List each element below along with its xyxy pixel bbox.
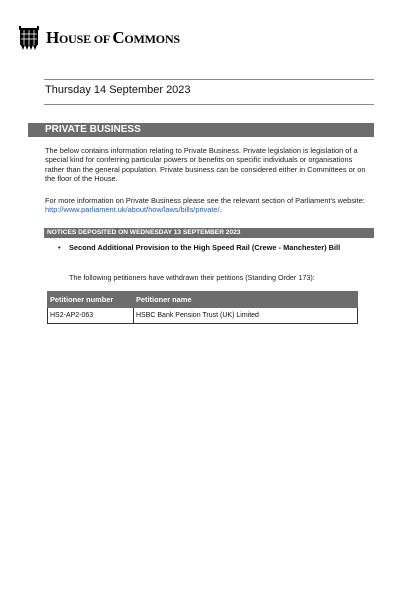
bill-title: Second Additional Provision to the High Speed Rail (Crewe - Manchester) Bill bbox=[69, 243, 341, 252]
withdrawn-petitions-text: The following petitioners have withdrawn their petitions (Standing Order 173): bbox=[69, 273, 315, 282]
house-name: HOUSE OF COMMONS bbox=[46, 28, 180, 47]
site-header bbox=[18, 24, 180, 52]
table-header-row bbox=[48, 292, 358, 308]
petitioner-number-cell: HS2-AP2-063 bbox=[48, 308, 134, 324]
divider-bottom bbox=[44, 104, 374, 105]
petitioners-table bbox=[47, 291, 358, 324]
parliament-private-bills-link[interactable]: http://www.parliament.uk/about/how/laws/bills/private/ bbox=[45, 205, 220, 215]
notices-heading: NOTICES DEPOSITED ON WEDNESDAY 13 SEPTEMBER 2023 bbox=[44, 228, 374, 238]
bullet-icon: • bbox=[58, 243, 61, 252]
intro-paragraph: The below contains information relating to Private Business. Private legislation is legislation of a special kind for conferring particular powers or benefits on specific individuals or organisations rather than the general population. Private business can be considered either in Committees or on the floor of the House. bbox=[45, 146, 366, 184]
section-heading: PRIVATE BUSINESS bbox=[28, 123, 374, 137]
sitting-date: Thursday 14 September 2023 bbox=[45, 84, 191, 96]
column-header-petitioner-number: Petitioner number bbox=[48, 292, 134, 308]
table-row bbox=[48, 308, 358, 324]
more-info-paragraph: For more information on Private Business please see the relevant section of Parliament's website: http://www.parliament.uk/about/how/laws/bills/private/. bbox=[45, 196, 365, 215]
divider-top bbox=[44, 79, 374, 80]
petitioner-name-cell: HSBC Bank Pension Trust (UK) Limited bbox=[134, 308, 358, 324]
portcullis-icon bbox=[18, 25, 40, 51]
column-header-petitioner-name: Petitioner name bbox=[134, 292, 358, 308]
